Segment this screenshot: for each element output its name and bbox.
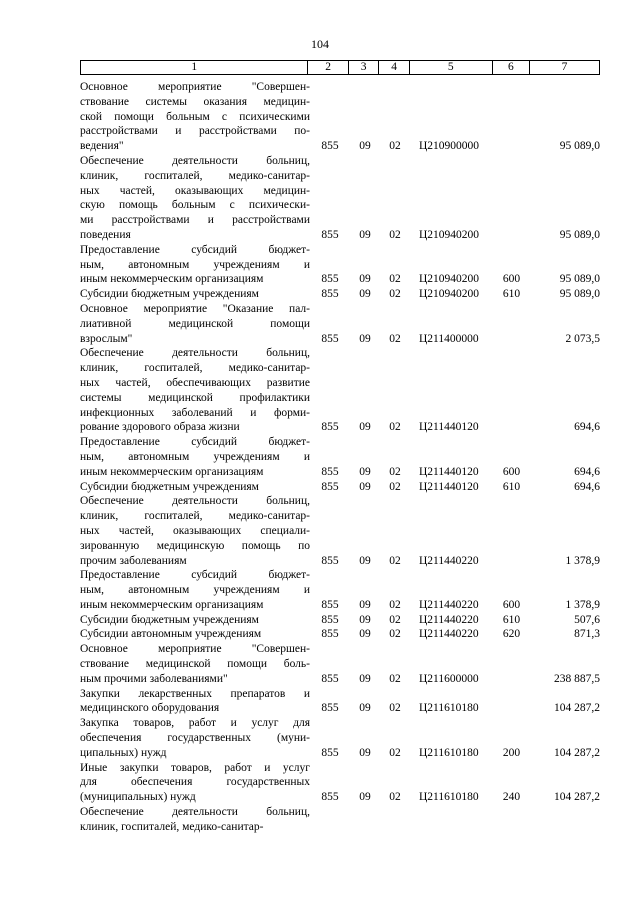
- row-c3: 09: [359, 598, 371, 611]
- row-name: Основное мероприятие "Оказание пал- лиативной медицинской помощи взрослым": [80, 302, 310, 345]
- row-c4: 02: [389, 465, 401, 478]
- row-c5: Ц211610180: [419, 791, 479, 804]
- row-c4: 02: [389, 288, 401, 301]
- row-name: Иные закупки товаров, работ и услуг для обеспечения государственных (муниципальных) нужд: [80, 761, 310, 804]
- row-c3: 09: [359, 628, 371, 641]
- row-c7: 95 089,0: [559, 228, 600, 241]
- row-c2: 855: [321, 672, 339, 685]
- row-c2: 855: [321, 421, 339, 434]
- table-row: [80, 627, 600, 642]
- row-c6: 600: [502, 273, 521, 286]
- row-c2: 855: [321, 465, 339, 478]
- row-c2: 855: [321, 228, 339, 241]
- row-name: Субсидии автономным учреждениям: [80, 628, 262, 641]
- row-c3: 09: [359, 288, 371, 301]
- table-row: [80, 302, 600, 346]
- row-c3: 09: [359, 421, 371, 434]
- row-c2: 855: [321, 628, 339, 641]
- row-c7: 694,6: [574, 480, 600, 493]
- header-col-1: 1: [81, 61, 308, 74]
- row-c3: 09: [359, 480, 371, 493]
- row-c4: 02: [389, 613, 401, 626]
- row-c5: Ц211440220: [419, 613, 479, 626]
- row-name: Основное мероприятие "Совершен- ствование системы оказания медицин- ской помощи больным с психическими расстройствами и расстройствами по- ведения": [80, 81, 310, 153]
- row-c7: 238 887,5: [554, 672, 600, 685]
- row-c7: 104 287,2: [554, 791, 600, 804]
- row-name: Субсидии бюджетным учреждениям: [80, 613, 259, 626]
- table-header: [80, 60, 600, 75]
- row-c5: Ц211600000: [419, 672, 479, 685]
- row-c2: 855: [321, 746, 339, 759]
- row-c4: 02: [389, 332, 401, 345]
- row-c6: 240: [502, 791, 521, 804]
- row-c2: 855: [321, 332, 339, 345]
- table-row: [80, 243, 600, 287]
- row-c2: 855: [321, 273, 339, 286]
- row-c3: 09: [359, 554, 371, 567]
- row-c5: Ц211610180: [419, 702, 479, 715]
- table-row: [80, 154, 600, 243]
- row-c7: 95 089,0: [559, 273, 600, 286]
- table-row: [80, 80, 600, 154]
- table-row: [80, 716, 600, 760]
- row-c2: 855: [321, 613, 339, 626]
- table-row: [80, 480, 600, 495]
- row-c7: 104 287,2: [554, 702, 600, 715]
- row-c4: 02: [389, 554, 401, 567]
- row-c7: 1 378,9: [565, 598, 600, 611]
- row-c3: 09: [359, 791, 371, 804]
- row-name: Субсидии бюджетным учреждениям: [80, 480, 259, 493]
- row-name: Закупки лекарственных препаратов и медицинского оборудования: [80, 687, 310, 715]
- row-name: Обеспечение деятельности больниц, клиник, госпиталей, медико-санитар-: [80, 806, 310, 833]
- row-c4: 02: [389, 480, 401, 493]
- row-c3: 09: [359, 672, 371, 685]
- row-c6: 600: [502, 598, 521, 611]
- row-c4: 02: [389, 746, 401, 759]
- header-col-2: 2: [308, 61, 348, 74]
- row-name: Обеспечение деятельности больниц, клиник, госпиталей, медико-санитар- ных частей, обеспечивающих развитие системы медицинской профилактики инфекционных заболеваний и форми- рование здорового образа жизни: [80, 347, 310, 434]
- table-row: [80, 761, 600, 805]
- table-row: [80, 642, 600, 686]
- row-name: Предоставление субсидий бюджет- ным, автономным учреждениям и иным некоммерческим организациям: [80, 243, 310, 286]
- row-c4: 02: [389, 273, 401, 286]
- row-c5: Ц210940200: [419, 228, 480, 241]
- row-c4: 02: [389, 228, 401, 241]
- table-row: [80, 346, 600, 435]
- row-c6: 620: [502, 628, 521, 641]
- row-name: Субсидии бюджетным учреждениям: [80, 288, 259, 301]
- row-c6: 610: [502, 480, 521, 493]
- row-c7: 95 089,0: [559, 288, 600, 301]
- row-c3: 09: [359, 702, 371, 715]
- row-c3: 09: [359, 332, 371, 345]
- row-c3: 09: [359, 140, 371, 153]
- row-c3: 09: [359, 228, 371, 241]
- row-c2: 855: [321, 702, 339, 715]
- row-c2: 855: [321, 791, 339, 804]
- row-c2: 855: [321, 554, 339, 567]
- header-col-3: 3: [349, 61, 380, 74]
- row-c7: 104 287,2: [554, 746, 600, 759]
- row-name: Обеспечение деятельности больниц, клиник, госпиталей, медико-санитар- ных частей, оказывающих медицин- скую помощь больным с психически- ми расстройствами и расстройствами поведения: [80, 154, 310, 241]
- row-c5: Ц211440120: [419, 480, 479, 493]
- row-c2: 855: [321, 598, 339, 611]
- header-col-4: 4: [379, 61, 410, 74]
- row-c7: 507,6: [574, 613, 600, 626]
- row-c5: Ц210940200: [419, 288, 480, 301]
- table-row: [80, 805, 600, 835]
- row-c3: 09: [359, 613, 371, 626]
- row-c5: Ц211400000: [419, 332, 479, 345]
- header-col-5: 5: [410, 61, 493, 74]
- header-col-6: 6: [493, 61, 530, 74]
- budget-table-body: [80, 80, 600, 835]
- row-name: Предоставление субсидий бюджет- ным, автономным учреждениям и иным некоммерческим организациям: [80, 569, 310, 611]
- row-c5: Ц210900000: [419, 140, 480, 153]
- row-c4: 02: [389, 791, 401, 804]
- table-row: [80, 613, 600, 628]
- row-c2: 855: [321, 140, 339, 153]
- row-c6: 610: [502, 288, 521, 301]
- row-c4: 02: [389, 598, 401, 611]
- row-c4: 02: [389, 702, 401, 715]
- row-name: Предоставление субсидий бюджет- ным, автономным учреждениям и иным некоммерческим организациям: [80, 436, 310, 478]
- row-c7: 2 073,5: [565, 332, 600, 345]
- row-name: Закупка товаров, работ и услуг для обеспечения государственных (муни- ципальных) нужд: [80, 717, 310, 759]
- row-c4: 02: [389, 421, 401, 434]
- row-c3: 09: [359, 746, 371, 759]
- row-c7: 694,6: [574, 465, 600, 478]
- row-c5: Ц211440220: [419, 628, 479, 641]
- table-row: [80, 494, 600, 568]
- row-name: Основное мероприятие "Совершен- ствование медицинской помощи боль- ным прочими заболеваниями": [80, 643, 310, 685]
- row-c3: 09: [359, 465, 371, 478]
- row-c6: 200: [502, 746, 521, 759]
- row-c7: 1 378,9: [565, 554, 600, 567]
- row-c2: 855: [321, 288, 339, 301]
- row-c7: 694,6: [574, 421, 600, 434]
- row-name: Обеспечение деятельности больниц, клиник, госпиталей, медико-санитар- ных частей, оказывающих специали- зированную медицинскую помощь по прочим заболеваниям: [80, 495, 310, 567]
- header-col-7: 7: [561, 61, 568, 73]
- row-c5: Ц211440120: [419, 421, 479, 434]
- row-c7: 871,3: [574, 628, 600, 641]
- row-c5: Ц211440220: [419, 554, 479, 567]
- row-c2: 855: [321, 480, 339, 493]
- row-c6: 600: [502, 465, 521, 478]
- row-c4: 02: [389, 628, 401, 641]
- table-row: [80, 568, 600, 612]
- row-c5: Ц210940200: [419, 273, 480, 286]
- table-row: [80, 687, 600, 717]
- row-c4: 02: [389, 672, 401, 685]
- row-c4: 02: [389, 140, 401, 153]
- table-row: [80, 287, 600, 302]
- table-row: [80, 435, 600, 479]
- row-c3: 09: [359, 273, 371, 286]
- row-c7: 95 089,0: [559, 140, 600, 153]
- row-c5: Ц211440120: [419, 465, 479, 478]
- page-number: 104: [311, 37, 329, 51]
- row-c5: Ц211610180: [419, 746, 479, 759]
- row-c6: 610: [502, 613, 521, 626]
- row-c5: Ц211440220: [419, 598, 479, 611]
